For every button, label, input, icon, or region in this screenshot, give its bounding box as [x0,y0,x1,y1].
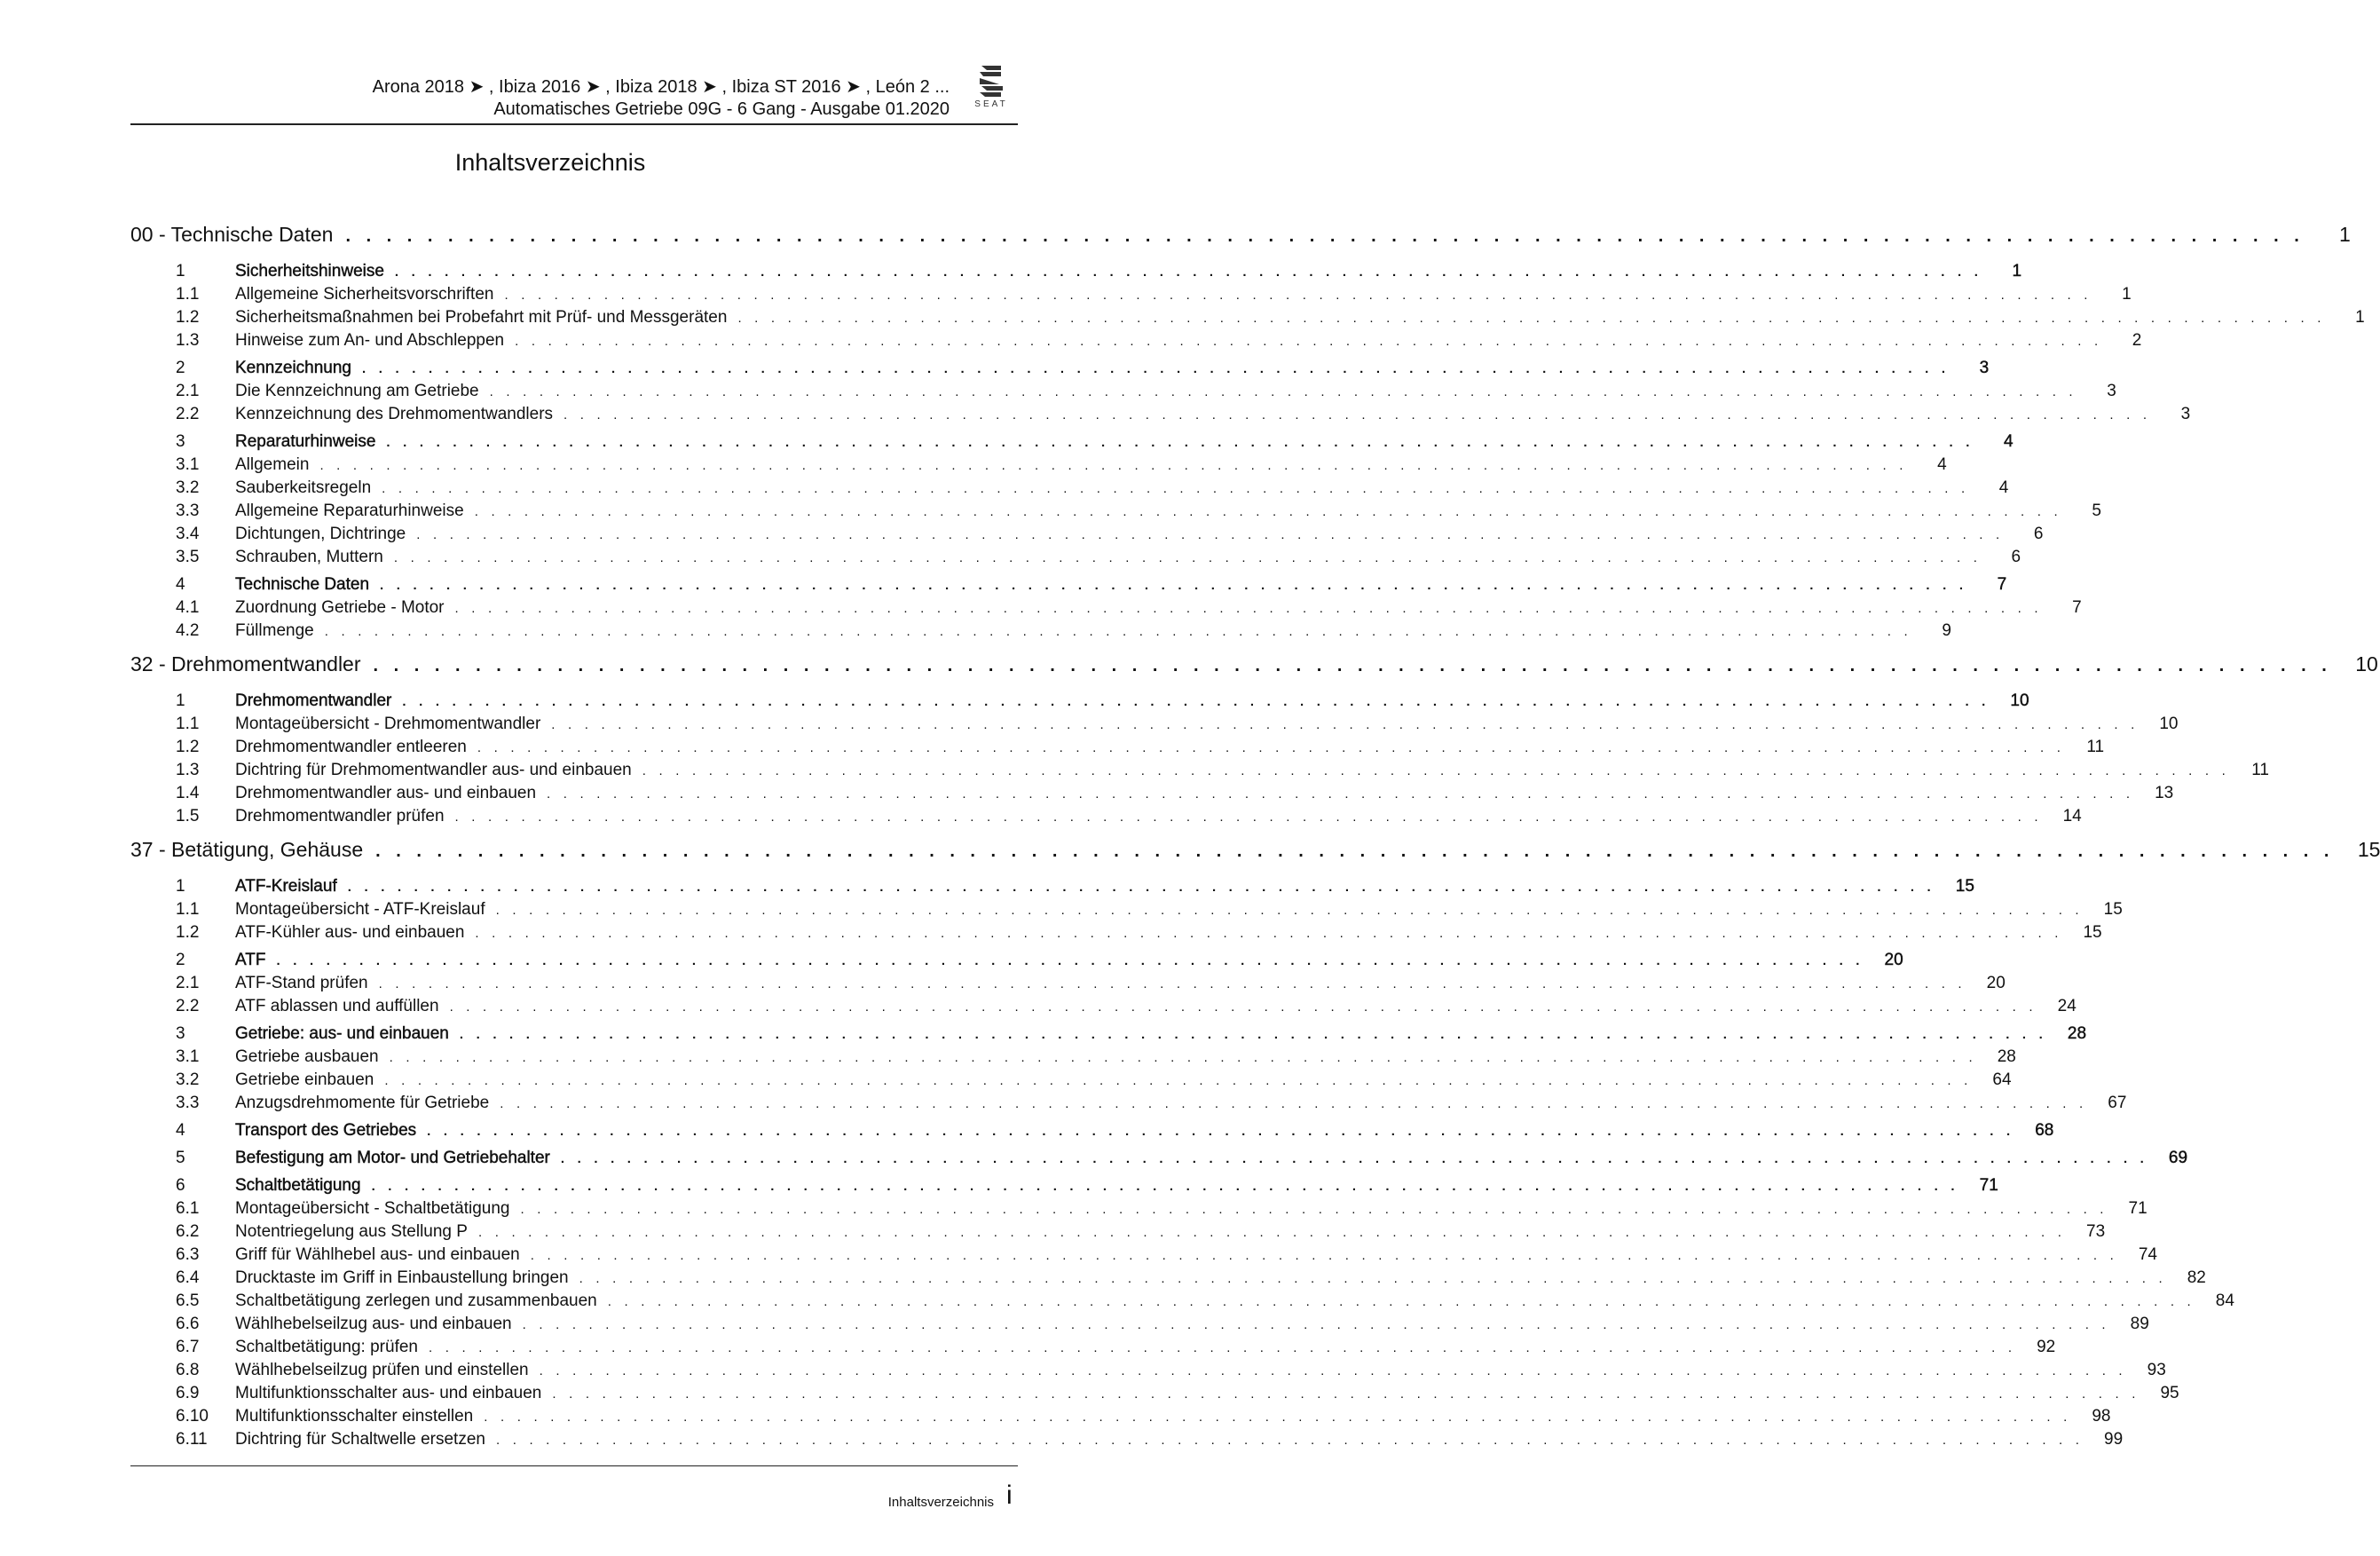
subsection-title: Drucktaste im Griff in Einbaustellung bringen [235,1268,569,1287]
subsection-page: 93 [2147,1361,2166,1379]
dot-leader: . . . . . . . . . . . . . . . . . . . . . . . . . . . . . . . . . . . . . . . . . . . . . . . . . . . . . . . . . . . . . . . . . . . . . . . . . . . . . . . . . . . . . . . . . . . . . . . . [477,1225,2067,1240]
toc-subsection[interactable] [130,523,2044,546]
dot-leader: . . . . . . . . . . . . . . . . . . . . . . . . . . . . . . . . . . . . . . . . . . . . . . . . . . . . . . . . . . . . . . . . . . . . . . . . . . . . . . . . . . . . . . . . . . . . . . . . [484,1410,2072,1425]
subsection-page: 71 [2128,1199,2148,1218]
subsection-title: Drehmomentwandler aus- und einbauen [235,784,537,802]
document-header [130,76,950,121]
subsection-number: 1.4 [176,784,200,802]
subsection-number: 2.2 [176,997,200,1015]
subsection-title: Hinweise zum An- und Abschleppen [235,331,505,350]
subsection-title: Allgemeine Reparaturhinweise [235,502,464,520]
dot-leader: . . . . . . . . . . . . . . . . . . . . . . . . . . . . . . . . . . . . . . . . . . . . . . . . . . . . . . . . . . . . . . . . . . . . . . . . . . . . . . . . . . . . . . . . . . . . . . . . [539,1363,2127,1378]
subsection-title: Multifunktionsschalter einstellen [235,1407,474,1426]
subsection-page: 13 [2155,784,2174,802]
subsection-title: Zuordnung Getriebe - Motor [235,598,445,617]
toc-subsection[interactable] [130,500,2101,523]
dot-leader: . . . . . . . . . . . . . . . . . . . . . . . . . . . . . . . . . . . . . . . . . . . . . . . . . . . . . . . . . . . . . . . . . . . . . . . . . . . . . . . . . . . . . . . . . . . . . . . . [429,1340,2017,1355]
header-models: Arona 2018 ➤ , Ibiza 2016 ➤ , Ibiza 2018 ➤ , Ibiza ST 2016 ➤ , León 2 ... [372,77,950,97]
subsection-page: 74 [2138,1245,2157,1264]
section-number: 4 [176,1121,185,1140]
chapter-title: 00 - Technische Daten [130,223,334,246]
toc-subsection[interactable] [130,1359,2166,1382]
section-page: 10 [2010,691,2029,710]
subsection-page: 1 [2122,285,2132,304]
subsection-page: 11 [2251,761,2269,779]
dot-leader: . . . . . . . . . . . . . . . . . . . . . . . . . . . . . . . . . . . . . . . . . . . . . . . . . . . . . . . . . . . . . . . . . . . . . . . . . . . . . . . . . . . . . . . . . . . . . . . . [373,656,2332,675]
subsection-number: 6.3 [176,1245,200,1264]
dot-leader: . . . . . . . . . . . . . . . . . . . . . . . . . . . . . . . . . . . . . . . . . . . . . . . . . . . . . . . . . . . . . . . . . . . . . . . . . . . . . . . . . . . . . . . . . . . . . . . . [319,458,1908,473]
subsection-title: Sauberkeitsregeln [235,478,372,497]
dot-leader: . . . . . . . . . . . . . . . . . . . . . . . . . . . . . . . . . . . . . . . . . . . . . . . . . . . . . . . . . . . . . . . . . . . . . . . . . . . . . . . . . . . . . . . . . . . . . . . . [416,527,2005,542]
section-title: Kennzeichnung [235,359,351,377]
toc-subsection[interactable] [130,1046,2016,1069]
dot-leader: . . . . . . . . . . . . . . . . . . . . . . . . . . . . . . . . . . . . . . . . . . . . . . . . . . . . . . . . . . . . . . . . . . . . . . . . . . . . . . . . . . . . . . . . . . . . . . . . [324,624,1912,639]
dot-leader: . . . . . . . . . . . . . . . . . . . . . . . . . . . . . . . . . . . . . . . . . . . . . . . . . . . . . . . . . . . . . . . . . . . . . . . . . . . . . . . . . . . . . . . . . . . . . . . . [449,999,2037,1015]
subsection-page: 15 [2103,900,2123,919]
section-number: 1 [176,877,185,896]
toc-section[interactable] [130,1147,2188,1170]
toc-subsection[interactable] [130,713,2179,736]
dot-leader: . . . . . . . . . . . . . . . . . . . . . . . . . . . . . . . . . . . . . . . . . . . . . . . . . . . . . . . . . . . . . . . . . . . . . . . . . . . . . . . . . . . . . . . . . . . . . . . . [520,1202,2108,1217]
subsection-page: 84 [2215,1291,2234,1310]
subsection-title: Notentriegelung aus Stellung P [235,1222,468,1241]
dot-leader: . . . . . . . . . . . . . . . . . . . . . . . . . . . . . . . . . . . . . . . . . . . . . . . . . . . . . . . . . . . . . . . . . . . . . . . . . . . . . . . . . . . . . . . . . . . . . . . . [579,1271,2167,1286]
subsection-number: 3.3 [176,502,200,520]
subsection-page: 5 [2092,502,2101,520]
toc-subsection[interactable] [130,1092,2127,1115]
toc-section[interactable] [130,573,2007,596]
section-number: 1 [176,691,185,710]
toc-subsection[interactable] [130,995,2077,1018]
subsection-title: Getriebe ausbauen [235,1047,379,1066]
toc-subsection[interactable] [130,898,2123,921]
section-page: 28 [2067,1024,2087,1043]
footer-divider [130,1465,1018,1466]
subsection-page: 3 [2107,382,2116,400]
dot-leader: . . . . . . . . . . . . . . . . . . . . . . . . . . . . . . . . . . . . . . . . . . . . . . . . . . . . . . . . . . . . . . . . . . . . . . . . . . . . . . . . . . . . . . . . . . . . . . . . [362,361,1950,376]
subsection-number: 6.4 [176,1268,200,1287]
dot-leader: . . . . . . . . . . . . . . . . . . . . . . . . . . . . . . . . . . . . . . . . . . . . . . . . . . . . . . . . . . . . . . . . . . . . . . . . . . . . . . . . . . . . . . . . . . . . . . . . [394,265,1983,280]
subsection-title: Montageübersicht - Schaltbetätigung [235,1199,510,1218]
toc-subsection[interactable] [130,283,2132,306]
toc-subsection[interactable] [130,1267,2206,1290]
subsection-page: 82 [2187,1268,2206,1287]
dot-leader: . . . . . . . . . . . . . . . . . . . . . . . . . . . . . . . . . . . . . . . . . . . . . . . . . . . . . . . . . . . . . . . . . . . . . . . . . . . . . . . . . . . . . . . . . . . . . . . . [371,1179,1959,1194]
subsection-number: 6.1 [176,1199,200,1218]
subsection-page: 1 [2355,308,2365,327]
subsection-title: Allgemein [235,455,310,474]
toc-section[interactable] [130,949,1903,972]
header-divider [130,123,1018,125]
subsection-number: 6.11 [176,1430,208,1449]
subsection-title: ATF ablassen und auffüllen [235,997,439,1015]
subsection-number: 6.5 [176,1291,200,1310]
subsection-title: Anzugsdrehmomente für Getriebe [235,1094,490,1112]
subsection-number: 1.1 [176,900,200,919]
section-title: Transport des Getriebes [235,1121,417,1140]
section-page: 3 [1979,359,1990,377]
subsection-title: Die Kennzeichnung am Getriebe [235,382,479,400]
footer-label: Inhaltsverzeichnis [887,1495,994,1510]
section-page: 20 [1884,951,1903,969]
dot-leader: . . . . . . . . . . . . . . . . . . . . . . . . . . . . . . . . . . . . . . . . . . . . . . . . . . . . . . . . . . . . . . . . . . . . . . . . . . . . . . . . . . . . . . . . . . . . . . . . [522,1317,2110,1332]
toc-section[interactable] [130,260,2022,283]
subsection-title: ATF-Kühler aus- und einbauen [235,923,465,942]
toc-subsection[interactable] [130,477,2009,500]
section-number: 1 [176,262,185,280]
toc-subsection[interactable] [130,1313,2149,1336]
dot-leader: . . . . . . . . . . . . . . . . . . . . . . . . . . . . . . . . . . . . . . . . . . . . . . . . . . . . . . . . . . . . . . . . . . . . . . . . . . . . . . . . . . . . . . . . . . . . . . . . [475,926,2063,941]
subsection-title: Montageübersicht - Drehmomentwandler [235,715,541,733]
toc-subsection[interactable] [130,759,2269,782]
subsection-number: 3.1 [176,1047,200,1066]
subsection-page: 14 [2062,807,2082,825]
subsection-page: 99 [2104,1430,2124,1449]
subsection-number: 4.2 [176,621,200,640]
subsection-title: Montageübersicht - ATF-Kreislauf [235,900,485,919]
dot-leader: . . . . . . . . . . . . . . . . . . . . . . . . . . . . . . . . . . . . . . . . . . . . . . . . . . . . . . . . . . . . . . . . . . . . . . . . . . . . . . . . . . . . . . . . . . . . . . . . [389,1050,1977,1065]
section-title: Sicherheitshinweise [235,262,384,280]
subsection-number: 1.5 [176,807,200,825]
chapter-page: 10 [2355,652,2378,675]
subsection-title: Dichtring für Schaltwelle ersetzen [235,1430,485,1449]
subsection-title: Schrauben, Muttern [235,548,383,566]
section-number: 2 [176,951,185,969]
dot-leader: . . . . . . . . . . . . . . . . . . . . . . . . . . . . . . . . . . . . . . . . . . . . . . . . . . . . . . . . . . . . . . . . . . . . . . . . . . . . . . . . . . . . . . . . . . . . . . . . [504,288,2092,303]
dot-leader: . . . . . . . . . . . . . . . . . . . . . . . . . . . . . . . . . . . . . . . . . . . . . . . . . . . . . . . . . . . . . . . . . . . . . . . . . . . . . . . . . . . . . . . . . . . . . . . . [495,1433,2084,1448]
subsection-title: Füllmenge [235,621,314,640]
subsection-title: Schaltbetätigung: prüfen [235,1338,418,1356]
header-subtitle: Automatisches Getriebe 09G - 6 Gang - Ausgabe 01.2020 [493,99,950,119]
subsection-title: Wählhebelseilzug aus- und einbauen [235,1315,512,1333]
dot-leader: . . . . . . . . . . . . . . . . . . . . . . . . . . . . . . . . . . . . . . . . . . . . . . . . . . . . . . . . . . . . . . . . . . . . . . . . . . . . . . . . . . . . . . . . . . . . . . . . [393,550,1982,565]
subsection-number: 3.1 [176,455,200,474]
section-title: Drehmomentwandler [235,691,392,710]
subsection-number: 3.5 [176,548,200,566]
toc-subsection[interactable] [130,596,2082,620]
subsection-number: 1.1 [176,715,200,733]
subsection-title: Drehmomentwandler entleeren [235,738,467,756]
section-number: 6 [176,1176,185,1195]
chapter-title: 32 - Drehmomentwandler [130,652,361,675]
section-page: 69 [2168,1149,2188,1167]
section-title: ATF-Kreislauf [235,877,337,896]
seat-logo-icon [960,62,1022,108]
subsection-title: Getriebe einbauen [235,1070,374,1089]
subsection-number: 6.2 [176,1222,200,1241]
toc-section[interactable] [130,430,2014,454]
toc-subsection[interactable] [130,620,1951,643]
subsection-title: Dichtring für Drehmomentwandler aus- und einbauen [235,761,632,779]
subsection-title: Wählhebelseilzug prüfen und einstellen [235,1361,529,1379]
subsection-title: Dichtungen, Dichtringe [235,525,406,543]
dot-leader: . . . . . . . . . . . . . . . . . . . . . . . . . . . . . . . . . . . . . . . . . . . . . . . . . . . . . . . . . . . . . . . . . . . . . . . . . . . . . . . . . . . . . . . . . . . . . . . . [380,578,1968,593]
toc-subsection[interactable] [130,454,1947,477]
toc-chapter[interactable] [130,643,2378,685]
dot-leader: . . . . . . . . . . . . . . . . . . . . . . . . . . . . . . . . . . . . . . . . . . . . . . . . . . . . . . . . . . . . . . . . . . . . . . . . . . . . . . . . . . . . . . . . . . . . . . . . [737,311,2326,326]
subsection-number: 1.1 [176,285,200,304]
section-title: ATF [235,951,266,969]
subsection-page: 24 [2057,997,2077,1015]
toc-section[interactable] [130,1023,2087,1046]
subsection-number: 1.2 [176,923,200,942]
subsection-page: 2 [2132,331,2142,350]
subsection-page: 6 [2033,525,2044,543]
subsection-page: 4 [1998,478,2009,497]
subsection-page: 7 [2072,598,2082,617]
subsection-number: 3.3 [176,1094,200,1112]
dot-leader: . . . . . . . . . . . . . . . . . . . . . . . . . . . . . . . . . . . . . . . . . . . . . . . . . . . . . . . . . . . . . . . . . . . . . . . . . . . . . . . . . . . . . . . . . . . . . . . . [345,226,2305,246]
subsection-page: 9 [1942,621,1951,640]
subsection-title: Sicherheitsmaßnahmen bei Probefahrt mit Prüf- und Messgeräten [235,308,728,327]
subsection-number: 1.2 [176,738,200,756]
dot-leader: . . . . . . . . . . . . . . . . . . . . . . . . . . . . . . . . . . . . . . . . . . . . . . . . . . . . . . . . . . . . . . . . . . . . . . . . . . . . . . . . . . . . . . . . . . . . . . . . [551,717,2140,732]
subsection-title: Allgemeine Sicherheitsvorschriften [235,285,494,304]
dot-leader: . . . . . . . . . . . . . . . . . . . . . . . . . . . . . . . . . . . . . . . . . . . . . . . . . . . . . . . . . . . . . . . . . . . . . . . . . . . . . . . . . . . . . . . . . . . . . . . . [642,763,2230,778]
subsection-number: 6.10 [176,1407,209,1426]
section-title: Getriebe: aus- und einbauen [235,1024,449,1043]
subsection-page: 92 [2037,1338,2056,1356]
subsection-title: Multifunktionsschalter aus- und einbauen [235,1384,542,1402]
subsection-number: 6.7 [176,1338,200,1356]
dot-leader: . . . . . . . . . . . . . . . . . . . . . . . . . . . . . . . . . . . . . . . . . . . . . . . . . . . . . . . . . . . . . . . . . . . . . . . . . . . . . . . . . . . . . . . . . . . . . . . . [454,810,2043,825]
dot-leader: . . . . . . . . . . . . . . . . . . . . . . . . . . . . . . . . . . . . . . . . . . . . . . . . . . . . . . . . . . . . . . . . . . . . . . . . . . . . . . . . . . . . . . . . . . . . . . . . [477,740,2066,755]
subsection-number: 1.2 [176,308,200,327]
section-page: 1 [2012,262,2022,280]
toc-subsection[interactable] [130,1069,2012,1092]
section-page: 7 [1997,575,2007,594]
toc-subsection[interactable] [130,329,2142,352]
toc-subsection[interactable] [130,736,2105,759]
subsection-number: 2.1 [176,382,200,400]
dot-leader: . . . . . . . . . . . . . . . . . . . . . . . . . . . . . . . . . . . . . . . . . . . . . . . . . . . . . . . . . . . . . . . . . . . . . . . . . . . . . . . . . . . . . . . . . . . . . . . . [530,1248,2118,1263]
subsection-title: Kennzeichnung des Drehmomentwandlers [235,405,554,423]
toc-section[interactable] [130,1119,2054,1142]
section-title: Reparaturhinweise [235,432,376,451]
subsection-number: 6.8 [176,1361,200,1379]
subsection-page: 67 [2108,1094,2127,1112]
section-number: 5 [176,1149,185,1167]
dot-leader: . . . . . . . . . . . . . . . . . . . . . . . . . . . . . . . . . . . . . . . . . . . . . . . . . . . . . . . . . . . . . . . . . . . . . . . . . . . . . . . . . . . . . . . . . . . . . . . . [560,1151,2149,1166]
dot-leader: . . . . . . . . . . . . . . . . . . . . . . . . . . . . . . . . . . . . . . . . . . . . . . . . . . . . . . . . . . . . . . . . . . . . . . . . . . . . . . . . . . . . . . . . . . . . . . . . [386,435,1974,450]
chapter-page: 1 [2338,223,2351,246]
subsection-title: Griff für Wählhebel aus- und einbauen [235,1245,520,1264]
subsection-number: 2.1 [176,974,200,992]
subsection-number: 6.6 [176,1315,200,1333]
subsection-page: 28 [1997,1047,2016,1066]
toc-subsection[interactable] [130,972,2006,995]
subsection-number: 2.2 [176,405,200,423]
toc-subsection[interactable] [130,1428,2124,1451]
toc-subsection[interactable] [130,306,2365,329]
subsection-page: 73 [2086,1222,2106,1241]
subsection-number: 3.2 [176,1070,200,1089]
dot-leader: . . . . . . . . . . . . . . . . . . . . . . . . . . . . . . . . . . . . . . . . . . . . . . . . . . . . . . . . . . . . . . . . . . . . . . . . . . . . . . . . . . . . . . . . . . . . . . . . [500,1096,2088,1111]
dot-leader: . . . . . . . . . . . . . . . . . . . . . . . . . . . . . . . . . . . . . . . . . . . . . . . . . . . . . . . . . . . . . . . . . . . . . . . . . . . . . . . . . . . . . . . . . . . . . . . . [495,903,2084,918]
section-title: Technische Daten [235,575,370,594]
dot-leader: . . . . . . . . . . . . . . . . . . . . . . . . . . . . . . . . . . . . . . . . . . . . . . . . . . . . . . . . . . . . . . . . . . . . . . . . . . . . . . . . . . . . . . . . . . . . . . . . [489,384,2077,399]
subsection-number: 1.3 [176,761,200,779]
subsection-title: Drehmomentwandler prüfen [235,807,445,825]
section-number: 2 [176,359,185,377]
subsection-page: 10 [2159,715,2179,733]
section-title: Schaltbetätigung [235,1176,361,1195]
toc-subsection[interactable] [130,1220,2106,1244]
dot-leader: . . . . . . . . . . . . . . . . . . . . . . . . . . . . . . . . . . . . . . . . . . . . . . . . . . . . . . . . . . . . . . . . . . . . . . . . . . . . . . . . . . . . . . . . . . . . . . . . [347,880,1935,895]
toc-subsection[interactable] [130,1197,2148,1220]
dot-leader: . . . . . . . . . . . . . . . . . . . . . . . . . . . . . . . . . . . . . . . . . . . . . . . . . . . . . . . . . . . . . . . . . . . . . . . . . . . . . . . . . . . . . . . . . . . . . . . . [384,1073,1973,1088]
subsection-page: 15 [2083,923,2102,942]
toc-subsection[interactable] [130,1290,2234,1313]
dot-leader: . . . . . . . . . . . . . . . . . . . . . . . . . . . . . . . . . . . . . . . . . . . . . . . . . . . . . . . . . . . . . . . . . . . . . . . . . . . . . . . . . . . . . . . . . . . . . . . . [552,1386,2140,1402]
subsection-page: 11 [2086,738,2105,756]
toc-section[interactable] [130,875,1974,898]
dot-leader: . . . . . . . . . . . . . . . . . . . . . . . . . . . . . . . . . . . . . . . . . . . . . . . . . . . . . . . . . . . . . . . . . . . . . . . . . . . . . . . . . . . . . . . . . . . . . . . . [427,1124,2015,1139]
subsection-title: ATF-Stand prüfen [235,974,368,992]
dot-leader: . . . . . . . . . . . . . . . . . . . . . . . . . . . . . . . . . . . . . . . . . . . . . . . . . . . . . . . . . . . . . . . . . . . . . . . . . . . . . . . . . . . . . . . . . . . . . . . . [276,953,1864,968]
toc-chapter[interactable] [130,213,2351,256]
footer-page-number: i [1006,1481,1013,1510]
toc-subsection[interactable] [130,1336,2056,1359]
dot-leader: . . . . . . . . . . . . . . . . . . . . . . . . . . . . . . . . . . . . . . . . . . . . . . . . . . . . . . . . . . . . . . . . . . . . . . . . . . . . . . . . . . . . . . . . . . . . . . . . [378,976,1966,991]
chapter-page: 15 [2357,838,2380,861]
toc-subsection[interactable] [130,1405,2111,1428]
subsection-page: 89 [2130,1315,2149,1333]
toc-subsection[interactable] [130,380,2116,403]
dot-leader: . . . . . . . . . . . . . . . . . . . . . . . . . . . . . . . . . . . . . . . . . . . . . . . . . . . . . . . . . . . . . . . . . . . . . . . . . . . . . . . . . . . . . . . . . . . . . . . . [563,407,2152,423]
seat-wordmark: SEAT [974,99,1008,109]
dot-leader: . . . . . . . . . . . . . . . . . . . . . . . . . . . . . . . . . . . . . . . . . . . . . . . . . . . . . . . . . . . . . . . . . . . . . . . . . . . . . . . . . . . . . . . . . . . . . . . . [375,841,2335,861]
subsection-page: 64 [1992,1070,2012,1089]
subsection-page: 98 [2092,1407,2111,1426]
section-number: 4 [176,575,185,594]
section-page: 71 [1979,1176,1998,1195]
subsection-number: 1.3 [176,331,200,350]
section-page: 4 [2004,432,2014,451]
toc-subsection[interactable] [130,921,2102,944]
chapter-title: 37 - Betätigung, Gehäuse [130,838,364,861]
subsection-page: 4 [1937,455,1947,474]
dot-leader: . . . . . . . . . . . . . . . . . . . . . . . . . . . . . . . . . . . . . . . . . . . . . . . . . . . . . . . . . . . . . . . . . . . . . . . . . . . . . . . . . . . . . . . . . . . . . . . . [402,694,1990,709]
dot-leader: . . . . . . . . . . . . . . . . . . . . . . . . . . . . . . . . . . . . . . . . . . . . . . . . . . . . . . . . . . . . . . . . . . . . . . . . . . . . . . . . . . . . . . . . . . . . . . . . [515,334,2103,349]
toc-section[interactable] [130,357,1990,380]
subsection-number: 4.1 [176,598,200,617]
subsection-number: 3.2 [176,478,200,497]
toc-subsection[interactable] [130,403,2191,426]
toc-subsection[interactable] [130,1382,2179,1405]
dot-leader: . . . . . . . . . . . . . . . . . . . . . . . . . . . . . . . . . . . . . . . . . . . . . . . . . . . . . . . . . . . . . . . . . . . . . . . . . . . . . . . . . . . . . . . . . . . . . . . . [382,481,1970,496]
table-of-contents [130,213,2380,1451]
subsection-page: 95 [2160,1384,2179,1402]
toc-section[interactable] [130,1174,1998,1197]
subsection-page: 3 [2180,405,2191,423]
toc-chapter[interactable] [130,828,2380,871]
dot-leader: . . . . . . . . . . . . . . . . . . . . . . . . . . . . . . . . . . . . . . . . . . . . . . . . . . . . . . . . . . . . . . . . . . . . . . . . . . . . . . . . . . . . . . . . . . . . . . . . [607,1294,2195,1309]
dot-leader: . . . . . . . . . . . . . . . . . . . . . . . . . . . . . . . . . . . . . . . . . . . . . . . . . . . . . . . . . . . . . . . . . . . . . . . . . . . . . . . . . . . . . . . . . . . . . . . . [547,786,2135,802]
page-title: Inhaltsverzeichnis [454,149,646,176]
dot-leader: . . . . . . . . . . . . . . . . . . . . . . . . . . . . . . . . . . . . . . . . . . . . . . . . . . . . . . . . . . . . . . . . . . . . . . . . . . . . . . . . . . . . . . . . . . . . . . . . [459,1027,2048,1042]
subsection-page: 6 [2011,548,2021,566]
section-page: 15 [1955,877,1974,896]
dot-leader: . . . . . . . . . . . . . . . . . . . . . . . . . . . . . . . . . . . . . . . . . . . . . . . . . . . . . . . . . . . . . . . . . . . . . . . . . . . . . . . . . . . . . . . . . . . . . . . . [474,504,2062,519]
section-number: 3 [176,432,185,451]
subsection-number: 3.4 [176,525,200,543]
toc-subsection[interactable] [130,805,2082,828]
toc-subsection[interactable] [130,546,2021,569]
section-number: 3 [176,1024,185,1043]
dot-leader: . . . . . . . . . . . . . . . . . . . . . . . . . . . . . . . . . . . . . . . . . . . . . . . . . . . . . . . . . . . . . . . . . . . . . . . . . . . . . . . . . . . . . . . . . . . . . . . . [454,601,2043,616]
toc-subsection[interactable] [130,1244,2157,1267]
toc-subsection[interactable] [130,782,2174,805]
subsection-number: 6.9 [176,1384,200,1402]
toc-section[interactable] [130,690,2029,713]
section-page: 68 [2035,1121,2054,1140]
subsection-page: 20 [1986,974,2006,992]
section-title: Befestigung am Motor- und Getriebehalter [235,1149,550,1167]
subsection-title: Schaltbetätigung zerlegen und zusammenbauen [235,1291,597,1310]
